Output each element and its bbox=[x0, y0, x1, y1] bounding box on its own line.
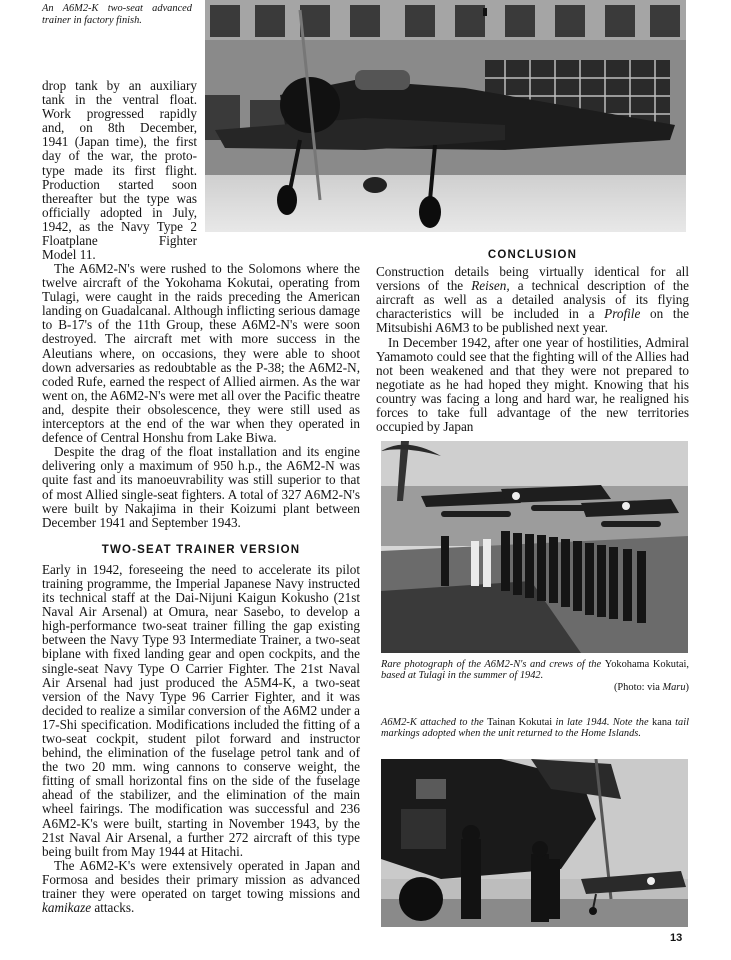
page-number: 13 bbox=[670, 932, 683, 944]
intro-line: day of the war, the proto- bbox=[42, 148, 197, 164]
bottom-caption-unit: Tainan Kokutai bbox=[487, 717, 553, 728]
formosa-text: The A6M2-K's were extensively operated in Japan and Formosa and besides their primary mission as advanced trainer they were operated on target towing missions and bbox=[42, 857, 360, 902]
bottom-caption-text: A6M2-K attached to the bbox=[381, 717, 484, 728]
bottom-photo-caption bbox=[381, 717, 689, 740]
photo-credit bbox=[381, 682, 689, 693]
credit-prefix: (Photo: via bbox=[613, 681, 663, 693]
intro-line: tank in the ventral float. bbox=[42, 92, 197, 108]
intro-line: 1941 (Japan time), the first bbox=[42, 134, 197, 150]
intro-paragraph bbox=[42, 79, 197, 262]
paragraph-trainer: Early in 1942, foreseeing the need to accelerate its pilot training programme, the Imperial Japanese Navy instructed its technical staff at the Dai-Nijuni Kaigun Kokusho (21st Naval Air Arsenal) at Omura, near Sasebo, to develop a high-performance two-seat trainer filling the gap existing between the Navy Type 93 Intermediate Trainer, a two-seat biplane with fixed landing gear and open cockpits, and the single-seat Navy Type O Carrier Fighter. The 21st Naval Air Arsenal had just produced the A5M4-K, a two-seat version of the Navy Type 96 Carrier Fighter, and it was decided to realize a similar conversion of the A6M2 under a 17-Shi specification. Modifications included the fitting of a two-seat cockpit, student pilot forward and instructor behind, the elimination of the fuselage petrol tank and of the two 20 mm. wing cannons to conserve weight, the fitting of small horizontal fins on the side of the fuselage ahead of the stabilizer, and the elimination of the main wheel fairings. The modification was successful and 236 A6M2-K's were built, starting in November 1943, by the 21st Naval Air Arsenal, a further 272 aircraft of this type being built from May 1944 at Hitachi. bbox=[42, 561, 360, 859]
intro-line: thereafter but the type was bbox=[42, 190, 197, 206]
paragraph-conclusion bbox=[376, 265, 689, 335]
intro-line: 1942, as the Navy Type 2 bbox=[42, 218, 197, 234]
heading-two-seat-trainer: TWO-SEAT TRAINER VERSION bbox=[101, 543, 301, 556]
top-photo-caption: An A6M2-K two-seat advanced trainer in factory finish. bbox=[42, 3, 192, 26]
middle-photo-caption bbox=[381, 659, 689, 693]
bottom-caption-kana: kana bbox=[652, 717, 672, 728]
left-column bbox=[42, 262, 360, 915]
credit-suffix: ) bbox=[685, 681, 689, 693]
intro-line: Model 11. bbox=[42, 247, 96, 263]
heading-conclusion: CONCLUSION bbox=[487, 249, 578, 261]
reisen-term: Reisen, bbox=[471, 278, 510, 294]
right-column-text bbox=[376, 248, 689, 434]
conclusion-text-b: a technical description of the aircraft as well as a detailed analysis of its flying characteristics will be included in a bbox=[376, 278, 689, 322]
intro-line: officially adopted in July, bbox=[42, 204, 197, 220]
middle-caption-unit: Yokohama Kokutai, bbox=[604, 659, 689, 670]
scan-mark bbox=[483, 8, 487, 16]
intro-line: type made its first flight. bbox=[42, 162, 197, 178]
middle-caption-text-2: based at Tulagi in the summer of 1942. bbox=[381, 670, 544, 682]
credit-source: Maru bbox=[662, 681, 686, 693]
intro-line: drop tank by an auxiliary bbox=[42, 78, 197, 93]
middle-caption-text: Rare photograph of the A6M2-N's and crews of the bbox=[381, 659, 602, 670]
photo-tainan-trainer bbox=[381, 759, 688, 927]
intro-line: Floatplane Fighter bbox=[42, 233, 197, 249]
intro-line: Production started soon bbox=[42, 176, 197, 192]
paragraph-solomons: The A6M2-N's were rushed to the Solomons where the twelve aircraft of the Yokohama Kokutai, operating from Tulagi, were caught in the raids preceding the American landing on Guadalcanal. Although inflicting serious damage to B-17's of the 11th Group, these A6M2-N's were soon destroyed. The aircraft met with more success in the Aleutians where, on occasions, they were able to shoot down adversaries as redoubtable as the P-38; the A6M2-N, coded Rufe, earned the respect of Allied airmen. As the war went on, the A6M2-N's were met all over the Pacific theatre and, despite their obsolescence, they were still used as interceptors at the end of the war when they operated in defence of Central Honshu from Lake Biwa. bbox=[42, 261, 360, 446]
paragraph-formosa bbox=[42, 859, 360, 915]
conclusion-text-c: on the Mitsubishi A6M3 to be published next year. bbox=[376, 306, 690, 336]
bottom-caption-text-2: in late 1944. Note the bbox=[555, 717, 649, 728]
profile-term: Profile bbox=[604, 306, 641, 322]
photo-floatplanes-crews bbox=[381, 441, 688, 653]
intro-line: and, on 8th December, bbox=[42, 120, 197, 136]
paragraph-yamamoto: In December 1942, after one year of hostilities, Admiral Yamamoto could see that the fighting will of the Allies had not been weakened and that they were not prepared to negotiate as he had hoped they might. Knowing that his country was facing a long and hard war, he realigned his forces to take full advantage of the new territories occupied by Japan bbox=[376, 334, 689, 435]
paragraph-drag: Despite the drag of the float installation and its engine delivering only a maximum of 950 h.p., the A6M2-N was quite fast and its manoeuvrability was still superior to that of most Allied single-seat fighters. A total of 327 A6M2-N's were built by Nakajima in their Koizumi plant between December 1941 and September 1943. bbox=[42, 444, 360, 530]
formosa-end: attacks. bbox=[94, 900, 135, 916]
bottom-caption-text-3: tail markings adopted when the unit returned to the Home Islands. bbox=[381, 717, 689, 740]
intro-line: Work progressed rapidly bbox=[42, 106, 197, 122]
photo-trainer-factory bbox=[205, 0, 686, 232]
kamikaze-term: kamikaze bbox=[42, 900, 92, 916]
conclusion-text-a: Construction details being virtually identical for all versions of the bbox=[376, 264, 689, 294]
